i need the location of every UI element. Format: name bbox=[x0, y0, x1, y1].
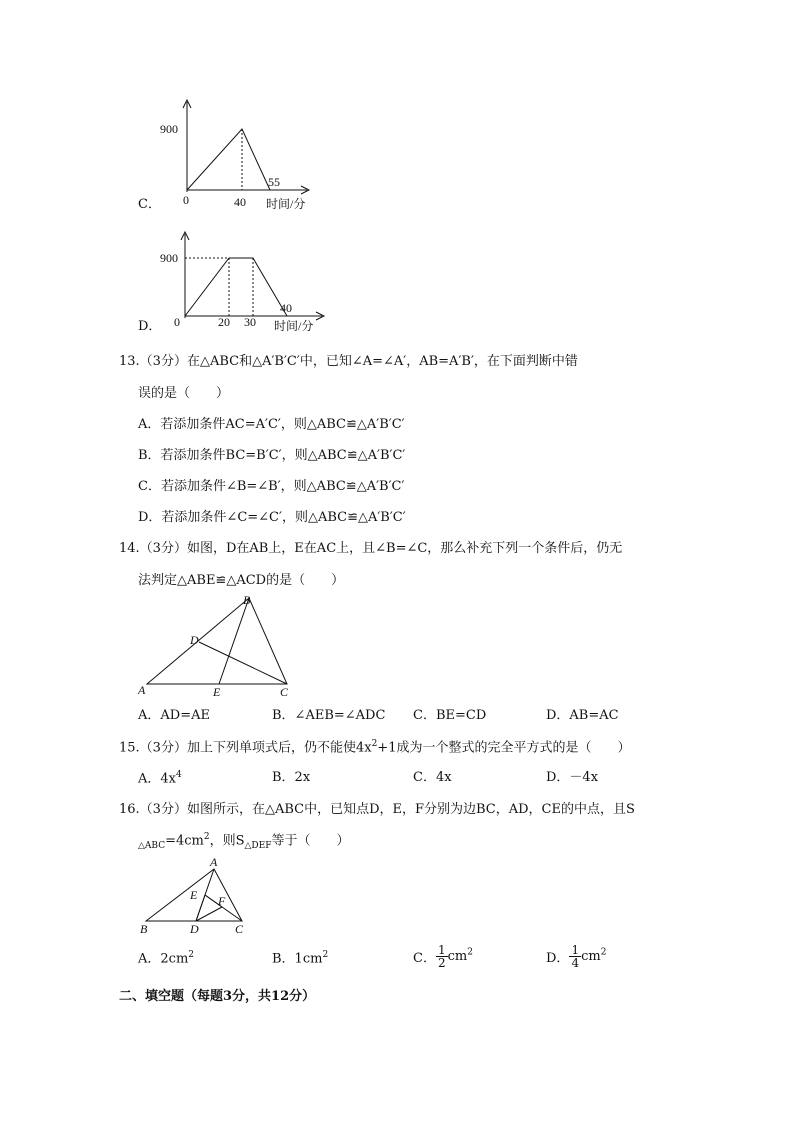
q16-stem-line2: $_{\triangle ABC}=4cm^2$，则$S_{\triangle DEF}$等于（ ） bbox=[138, 832, 350, 851]
q14-label-b: B bbox=[243, 593, 251, 607]
graph-c-x-peak: 40 bbox=[234, 195, 246, 209]
q15-stem: 15.（3分）加上下列单项式后，仍不能使$4x^2+1$成为一个整式的完全平方式的是（ ） bbox=[119, 739, 631, 756]
q15-option-a[interactable]: A．$4x^4$ bbox=[138, 770, 182, 787]
q14-label-c: C bbox=[280, 685, 289, 699]
graph-d-x-end: 40 bbox=[280, 301, 292, 315]
graph-c-x-end: 55 bbox=[268, 175, 280, 189]
q15-option-d[interactable]: D．－4x bbox=[546, 770, 599, 785]
graph-d bbox=[150, 228, 330, 338]
q16-label-a: A bbox=[210, 855, 218, 869]
q14-label-a: A bbox=[138, 683, 146, 697]
graph-d-x-axis-label: 时间/分 bbox=[274, 319, 314, 333]
q16-label-b: B bbox=[140, 922, 148, 936]
q16-option-d[interactable]: D． $\frac{1}{4}$ $cm^2$ bbox=[546, 943, 607, 970]
section2-title: 二、填空题（每题3分，共12分） bbox=[119, 989, 316, 1004]
q14-figure bbox=[135, 592, 305, 702]
graph-d-y-tick: 900 bbox=[160, 251, 178, 265]
q13-option-b[interactable]: B．若添加条件BC=B′C′，则△ABC≌△A′B′C′ bbox=[138, 448, 406, 463]
q13-option-d[interactable]: D．若添加条件∠C=∠C′，则△ABC≌△A′B′C′ bbox=[138, 510, 406, 525]
q13-stem-line2: 误的是（ ） bbox=[138, 386, 230, 401]
q14-label-e: E bbox=[213, 685, 221, 699]
q14-stem-line1: 14.（3分）如图，D在AB上，E在AC上，且∠B=∠C，那么补充下列一个条件后，仍无 bbox=[119, 541, 623, 556]
q16-label-e: E bbox=[190, 888, 198, 902]
q16-option-c[interactable]: C． $\frac{1}{2}$ $cm^2$ bbox=[413, 943, 473, 970]
graph-c-y-tick: 900 bbox=[160, 122, 178, 136]
graph-d-x-t1: 20 bbox=[218, 315, 230, 329]
q14-label-d: D bbox=[190, 633, 199, 647]
option-d-label: D． bbox=[138, 319, 162, 334]
graph-d-x-t2: 30 bbox=[244, 315, 256, 329]
q14-stem-line2: 法判定△ABE≌△ACD的是（ ） bbox=[138, 573, 345, 588]
q15-option-b[interactable]: B．2x bbox=[272, 770, 311, 785]
graph-c bbox=[150, 100, 310, 210]
q16-option-b[interactable]: B．$1cm^2$ bbox=[272, 950, 329, 967]
q16-option-a[interactable]: A．$2cm^2$ bbox=[138, 950, 195, 967]
graph-d-x-origin: 0 bbox=[174, 315, 180, 329]
q14-option-a[interactable]: A．AD=AE bbox=[138, 708, 210, 723]
q16-stem-line1: 16.（3分）如图所示，在△ABC中，已知点D，E，F分别为边BC，AD，CE的中点，且S bbox=[119, 802, 635, 817]
q16-label-d: D bbox=[190, 922, 199, 936]
option-c-label: C． bbox=[138, 197, 161, 212]
q16-label-f: F bbox=[218, 894, 226, 908]
q13-option-a[interactable]: A．若添加条件AC=A′C′，则△ABC≌△A′B′C′ bbox=[138, 417, 405, 432]
graph-c-x-axis-label: 时间/分 bbox=[266, 197, 306, 211]
q14-option-b[interactable]: B．∠AEB=∠ADC bbox=[272, 708, 386, 723]
q14-option-d[interactable]: D．AB=AC bbox=[546, 708, 619, 723]
q14-option-c[interactable]: C．BE=CD bbox=[413, 708, 487, 723]
q16-figure bbox=[140, 855, 260, 935]
q13-option-c[interactable]: C．若添加条件∠B=∠B′，则△ABC≌△A′B′C′ bbox=[138, 479, 405, 494]
q16-label-c: C bbox=[235, 922, 244, 936]
graph-c-x-origin: 0 bbox=[183, 193, 189, 207]
q13-stem-line1: 13.（3分）在△ABC和△A′B′C′中，已知∠A=∠A′，AB=A′B′，在下面判断中错 bbox=[119, 354, 578, 369]
q15-option-c[interactable]: C．4x bbox=[413, 770, 452, 785]
